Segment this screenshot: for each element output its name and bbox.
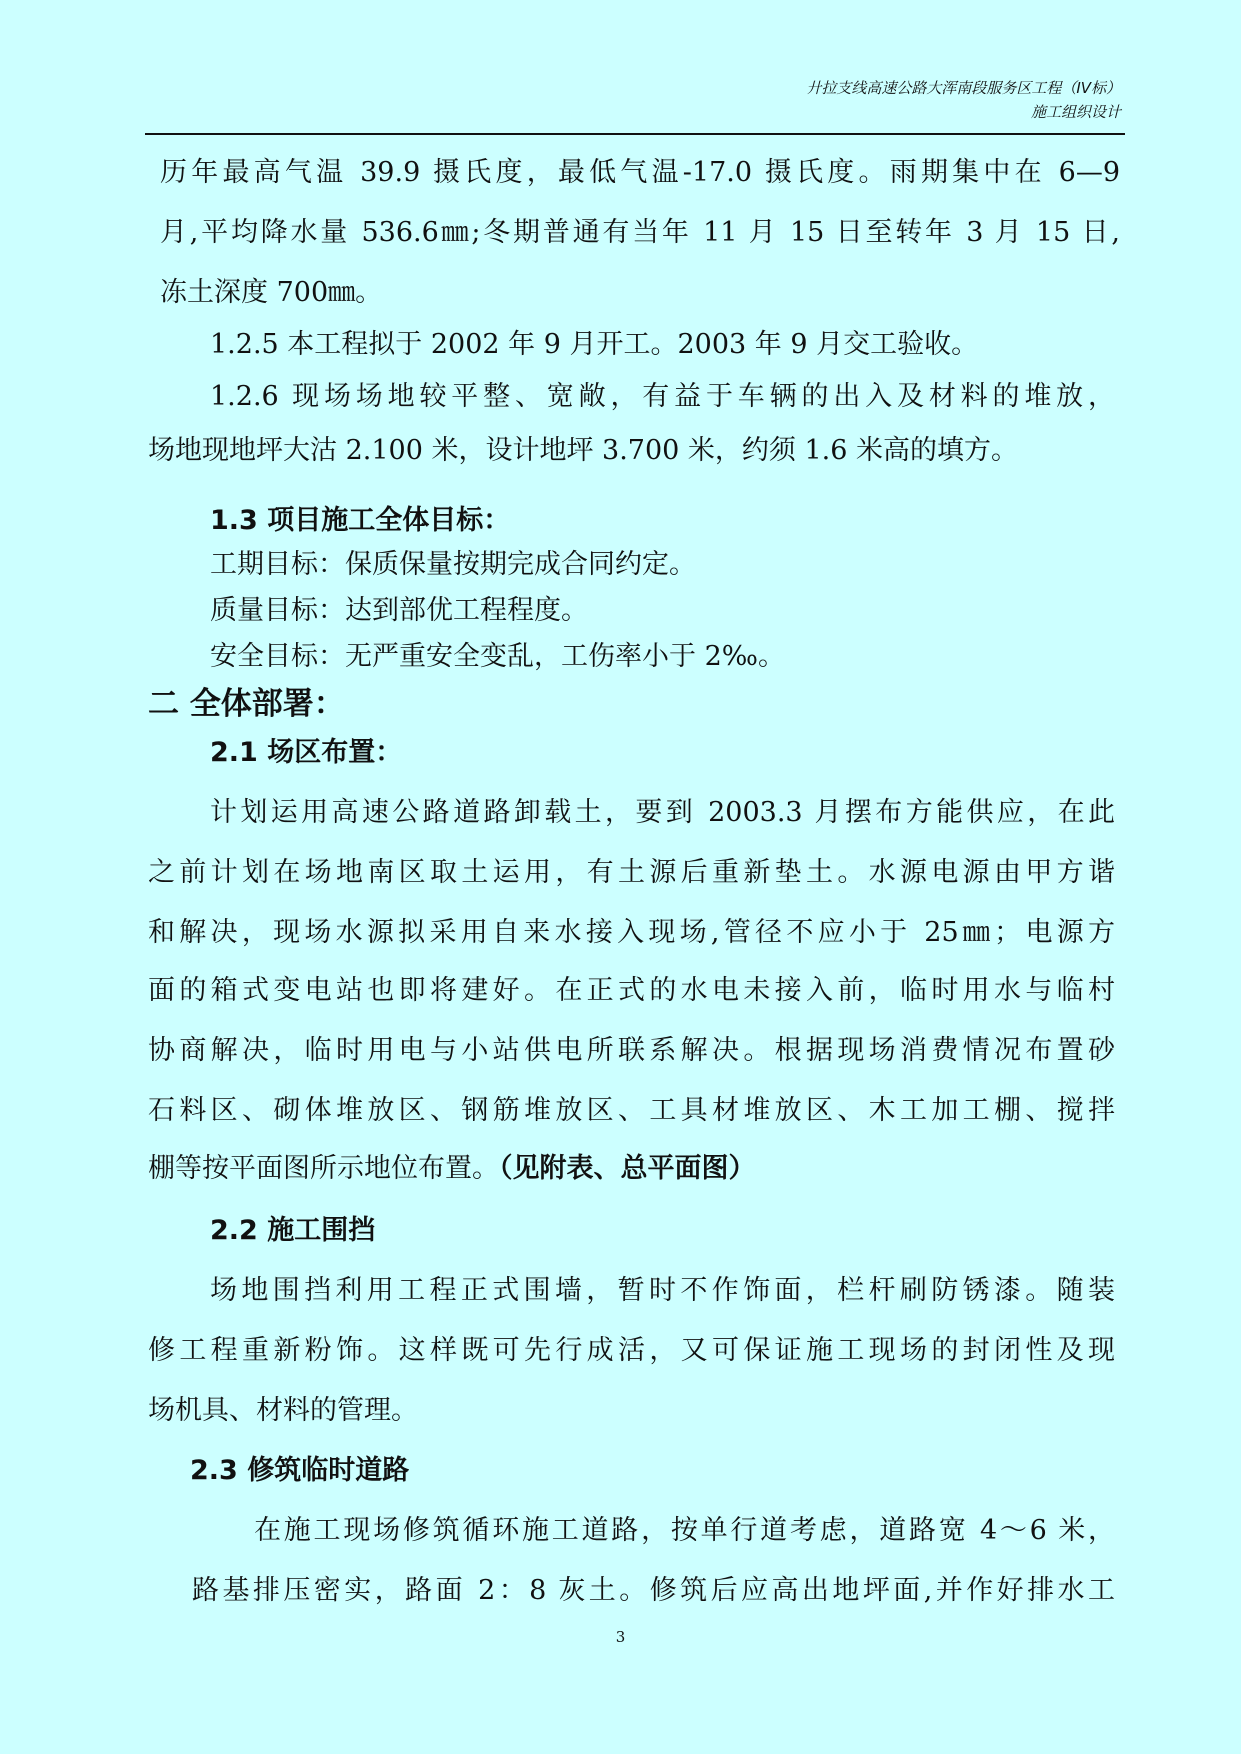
section-heading-2-3: 2.3 修筑临时道路	[190, 1455, 410, 1486]
page-number: 3	[615, 1628, 626, 1646]
body-line: 历年最高气温 39.9 摄氏度，最低气温-17.0 摄氏度。雨期集中在 6—9	[160, 157, 1120, 188]
section-heading-1-3: 1.3 项目施工全体目标：	[210, 505, 511, 536]
body-line: 路基排压密实，路面 2：8 灰土。修筑后应高出地坪面,并作好排水工	[192, 1575, 1115, 1606]
section-heading-2-2: 2.2 施工围挡	[210, 1215, 376, 1246]
body-line: 场机具、材料的管理。	[148, 1395, 418, 1426]
goal-quality: 质量目标：达到部优工程程度。	[210, 595, 588, 626]
body-text-span: 棚等按平面图所示地位布置。	[148, 1153, 499, 1184]
body-line: 石料区、砌体堆放区、钢筋堆放区、工具材堆放区、木工加工棚、搅拌	[148, 1095, 1115, 1126]
goal-schedule: 工期目标：保质保量按期完成合同约定。	[210, 549, 696, 580]
body-line: 场地现地坪大沽 2.100 米，设计地坪 3.700 米，约须 1.6 米高的填方。	[148, 435, 1019, 466]
body-line	[148, 1146, 756, 1185]
goal-safety: 安全目标：无严重安全变乱，工伤率小于 2‰。	[210, 641, 785, 672]
header-divider	[145, 133, 1125, 135]
section-heading-2-1: 2.1 场区布置：	[210, 737, 403, 768]
body-line: 1.2.6 现场场地较平整、宽敞，有益于车辆的出入及材料的堆放，	[210, 381, 1115, 412]
appendix-reference: （见附表、总平面图）	[499, 1153, 756, 1184]
body-line: 面的箱式变电站也即将建好。在正式的水电未接入前，临时用水与临村	[148, 975, 1115, 1006]
body-line: 和解决，现场水源拟采用自来水接入现场,管径不应小于 25㎜；电源方	[148, 917, 1115, 948]
body-line: 之前计划在场地南区取土运用，有土源后重新垫土。水源电源由甲方谐	[148, 857, 1115, 888]
header-project-title: 廾拉支线高速公路大浑南段服务区工程（IV标）	[806, 79, 1121, 97]
chapter-heading-2: 二 全体部署：	[148, 686, 345, 722]
body-line: 1.2.5 本工程拟于 2002 年 9 月开工。2003 年 9 月交工验收。	[210, 329, 979, 360]
page-header	[806, 76, 1121, 124]
body-line: 计划运用高速公路道路卸载土，要到 2003.3 月摆布方能供应，在此	[210, 797, 1115, 828]
body-line: 修工程重新粉饰。这样既可先行成活，又可保证施工现场的封闭性及现	[148, 1335, 1115, 1366]
body-line: 在施工现场修筑循环施工道路，按单行道考虑，道路宽 4～6 米，	[254, 1515, 1115, 1546]
body-line: 冻土深度 700㎜。	[160, 277, 383, 308]
body-line: 协商解决，临时用电与小站供电所联系解决。根据现场消费情况布置砂	[148, 1035, 1115, 1066]
body-line: 场地围挡利用工程正式围墙，暂时不作饰面，栏杆刷防锈漆。随装	[210, 1275, 1115, 1306]
header-document-title: 施工组织设计	[1030, 103, 1121, 121]
body-line: 月,平均降水量 536.6㎜;冬期普通有当年 11 月 15 日至转年 3 月 15 日,	[160, 217, 1120, 248]
